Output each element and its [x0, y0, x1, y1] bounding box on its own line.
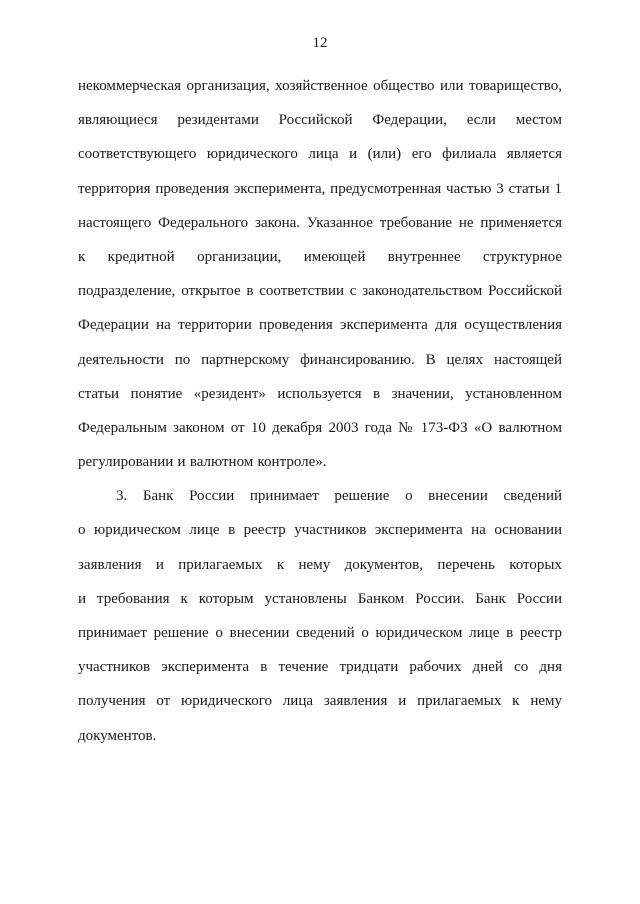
text-line: Федеральным законом от 10 декабря 2003 года № 173-ФЗ «О валютном [78, 419, 562, 436]
text-line: соответствующего юридического лица и (или) его филиала является [78, 146, 562, 163]
text-line: о юридическом лице в реестр участников эксперимента на основании [78, 522, 562, 539]
text-line: 3. Банк России принимает решение о внесении сведений [116, 488, 562, 505]
text-line: подразделение, открытое в соответствии с законодательством Российской [78, 283, 562, 300]
text-line: принимает решение о внесении сведений о юридическом лице в реестр [78, 625, 562, 641]
paragraph-1 [78, 69, 562, 479]
text-line: получения от юридического лица заявления и прилагаемых к нему [78, 693, 562, 710]
text-line: регулировании и валютном контроле». [78, 454, 327, 471]
text-line: документов. [78, 727, 157, 744]
page-number: 12 [312, 35, 328, 51]
text-line: являющиеся резидентами Российской Федерации, если местом [78, 112, 562, 129]
document-body [78, 69, 562, 753]
text-line: Федерации на территории проведения эксперимента для осуществления [78, 317, 562, 334]
text-line: к кредитной организации, имеющей внутреннее структурное [78, 248, 562, 265]
text-line: статьи понятие «резидент» используется в значении, установленном [78, 385, 562, 402]
text-line: участников эксперимента в течение тридцати рабочих дней со дня [78, 659, 562, 676]
text-line: некоммерческая организация, хозяйственное общество или товарищество, [78, 78, 562, 94]
text-line: территория проведения эксперимента, предусмотренная частью 3 статьи 1 [78, 180, 562, 197]
text-line: и требования к которым установлены Банком России. Банк России [78, 590, 562, 607]
text-line: деятельности по партнерскому финансированию. В целях настоящей [78, 351, 562, 368]
text-line: настоящего Федерального закона. Указанное требование не применяется [78, 214, 562, 231]
paragraph-2 [78, 479, 562, 753]
text-line: заявления и прилагаемых к нему документов, перечень которых [78, 556, 562, 573]
